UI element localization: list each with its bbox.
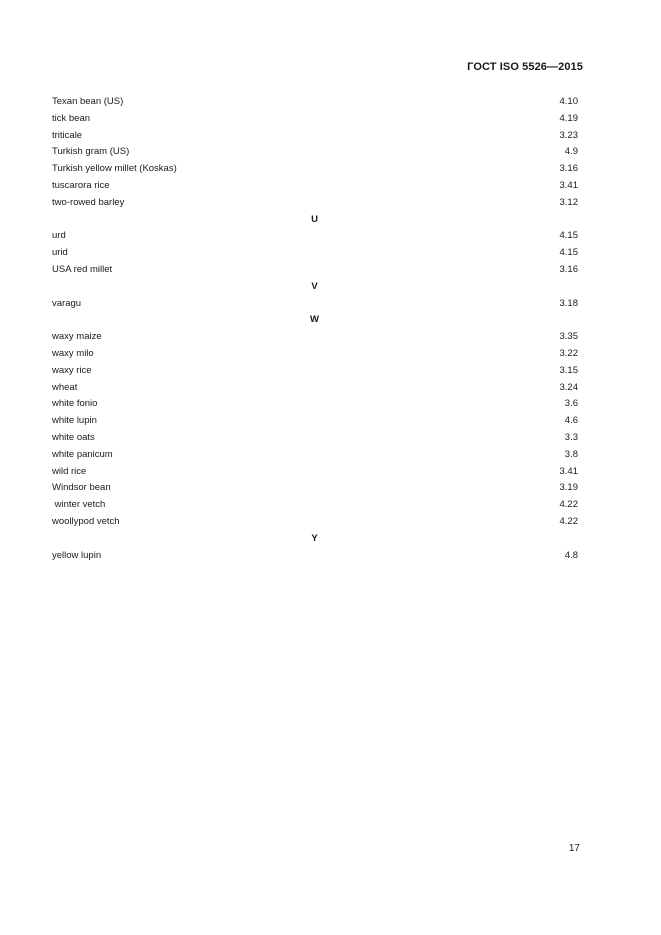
- index-entry: [52, 346, 578, 363]
- index-entry: [52, 497, 578, 514]
- index-reference: 3.41: [559, 465, 578, 477]
- index-reference: 3.23: [559, 129, 578, 141]
- index-letter-heading: V: [311, 280, 318, 292]
- document-header: ГОСТ ISO 5526—2015: [467, 61, 583, 73]
- index-term: winter vetch: [52, 499, 106, 511]
- index-entry: [52, 228, 578, 245]
- index-letter-heading: W: [310, 314, 319, 326]
- index-reference: 4.15: [559, 247, 578, 259]
- index-entry: [52, 464, 578, 481]
- index-entry: [52, 363, 578, 380]
- index-reference: 4.8: [564, 549, 578, 561]
- index-entry: [52, 144, 578, 161]
- index-entry: [52, 128, 578, 145]
- index-entry: [52, 329, 578, 346]
- index-entry: [52, 296, 578, 313]
- alphabetical-index: [52, 94, 578, 564]
- index-entry: [52, 195, 578, 212]
- index-term: Windsor bean: [52, 482, 111, 494]
- index-entry: [52, 548, 578, 565]
- index-term: wild rice: [52, 465, 87, 477]
- index-term: tuscarora rice: [52, 179, 110, 191]
- index-term: two-rowed barley: [52, 196, 125, 208]
- index-reference: 3.15: [559, 364, 578, 376]
- index-term: Texan bean (US): [52, 96, 124, 107]
- index-term: tick bean: [52, 112, 91, 124]
- index-reference: 3.6: [564, 398, 578, 410]
- index-term: white panicum: [52, 448, 113, 460]
- index-reference: 4.22: [559, 515, 578, 527]
- index-entry: [52, 111, 578, 128]
- index-term: waxy milo: [52, 347, 94, 359]
- index-reference: 3.12: [559, 196, 578, 208]
- index-reference: 4.19: [559, 112, 578, 124]
- index-entry: [52, 380, 578, 397]
- index-term: Turkish gram (US): [52, 146, 130, 158]
- index-term: waxy maize: [52, 331, 102, 343]
- index-term: white oats: [52, 431, 95, 443]
- index-reference: 3.3: [564, 431, 578, 443]
- index-term: waxy rice: [52, 364, 92, 376]
- index-term: yellow lupin: [52, 549, 102, 561]
- index-entry: [52, 94, 578, 111]
- index-term: Turkish yellow millet (Koskas): [52, 163, 177, 175]
- index-entry: [52, 178, 578, 195]
- index-term: urd: [52, 230, 66, 242]
- index-term: white fonio: [52, 398, 98, 410]
- index-reference: 4.6: [564, 415, 578, 427]
- index-letter-heading: Y: [311, 532, 318, 544]
- index-entry: [52, 480, 578, 497]
- index-entry: [52, 262, 578, 279]
- index-reference: 4.15: [559, 230, 578, 242]
- index-term: triticale: [52, 129, 83, 141]
- index-reference: 3.16: [559, 163, 578, 175]
- index-term: wheat: [52, 381, 78, 393]
- index-reference: 3.16: [559, 263, 578, 275]
- index-reference: 3.35: [559, 331, 578, 343]
- page-number: 17: [568, 843, 580, 854]
- index-reference: 4.22: [559, 499, 578, 511]
- index-reference: 3.41: [559, 179, 578, 191]
- index-reference: 4.9: [564, 146, 578, 158]
- index-reference: 3.18: [559, 297, 578, 309]
- index-reference: 3.8: [564, 448, 578, 460]
- index-letter-heading: U: [311, 213, 318, 225]
- index-reference: 4.10: [559, 96, 578, 107]
- index-entry: [52, 396, 578, 413]
- index-reference: 3.19: [559, 482, 578, 494]
- index-entry: [52, 430, 578, 447]
- index-reference: 3.24: [559, 381, 578, 393]
- index-term: woollypod vetch: [52, 515, 120, 527]
- index-term: urid: [52, 247, 68, 259]
- index-term: varagu: [52, 297, 82, 309]
- index-term: USA red millet: [52, 263, 113, 275]
- index-entry: [52, 161, 578, 178]
- index-entry: [52, 514, 578, 531]
- index-entry: [52, 447, 578, 464]
- index-entry: [52, 245, 578, 262]
- index-entry: [52, 413, 578, 430]
- index-reference: 3.22: [559, 347, 578, 359]
- index-term: white lupin: [52, 415, 97, 427]
